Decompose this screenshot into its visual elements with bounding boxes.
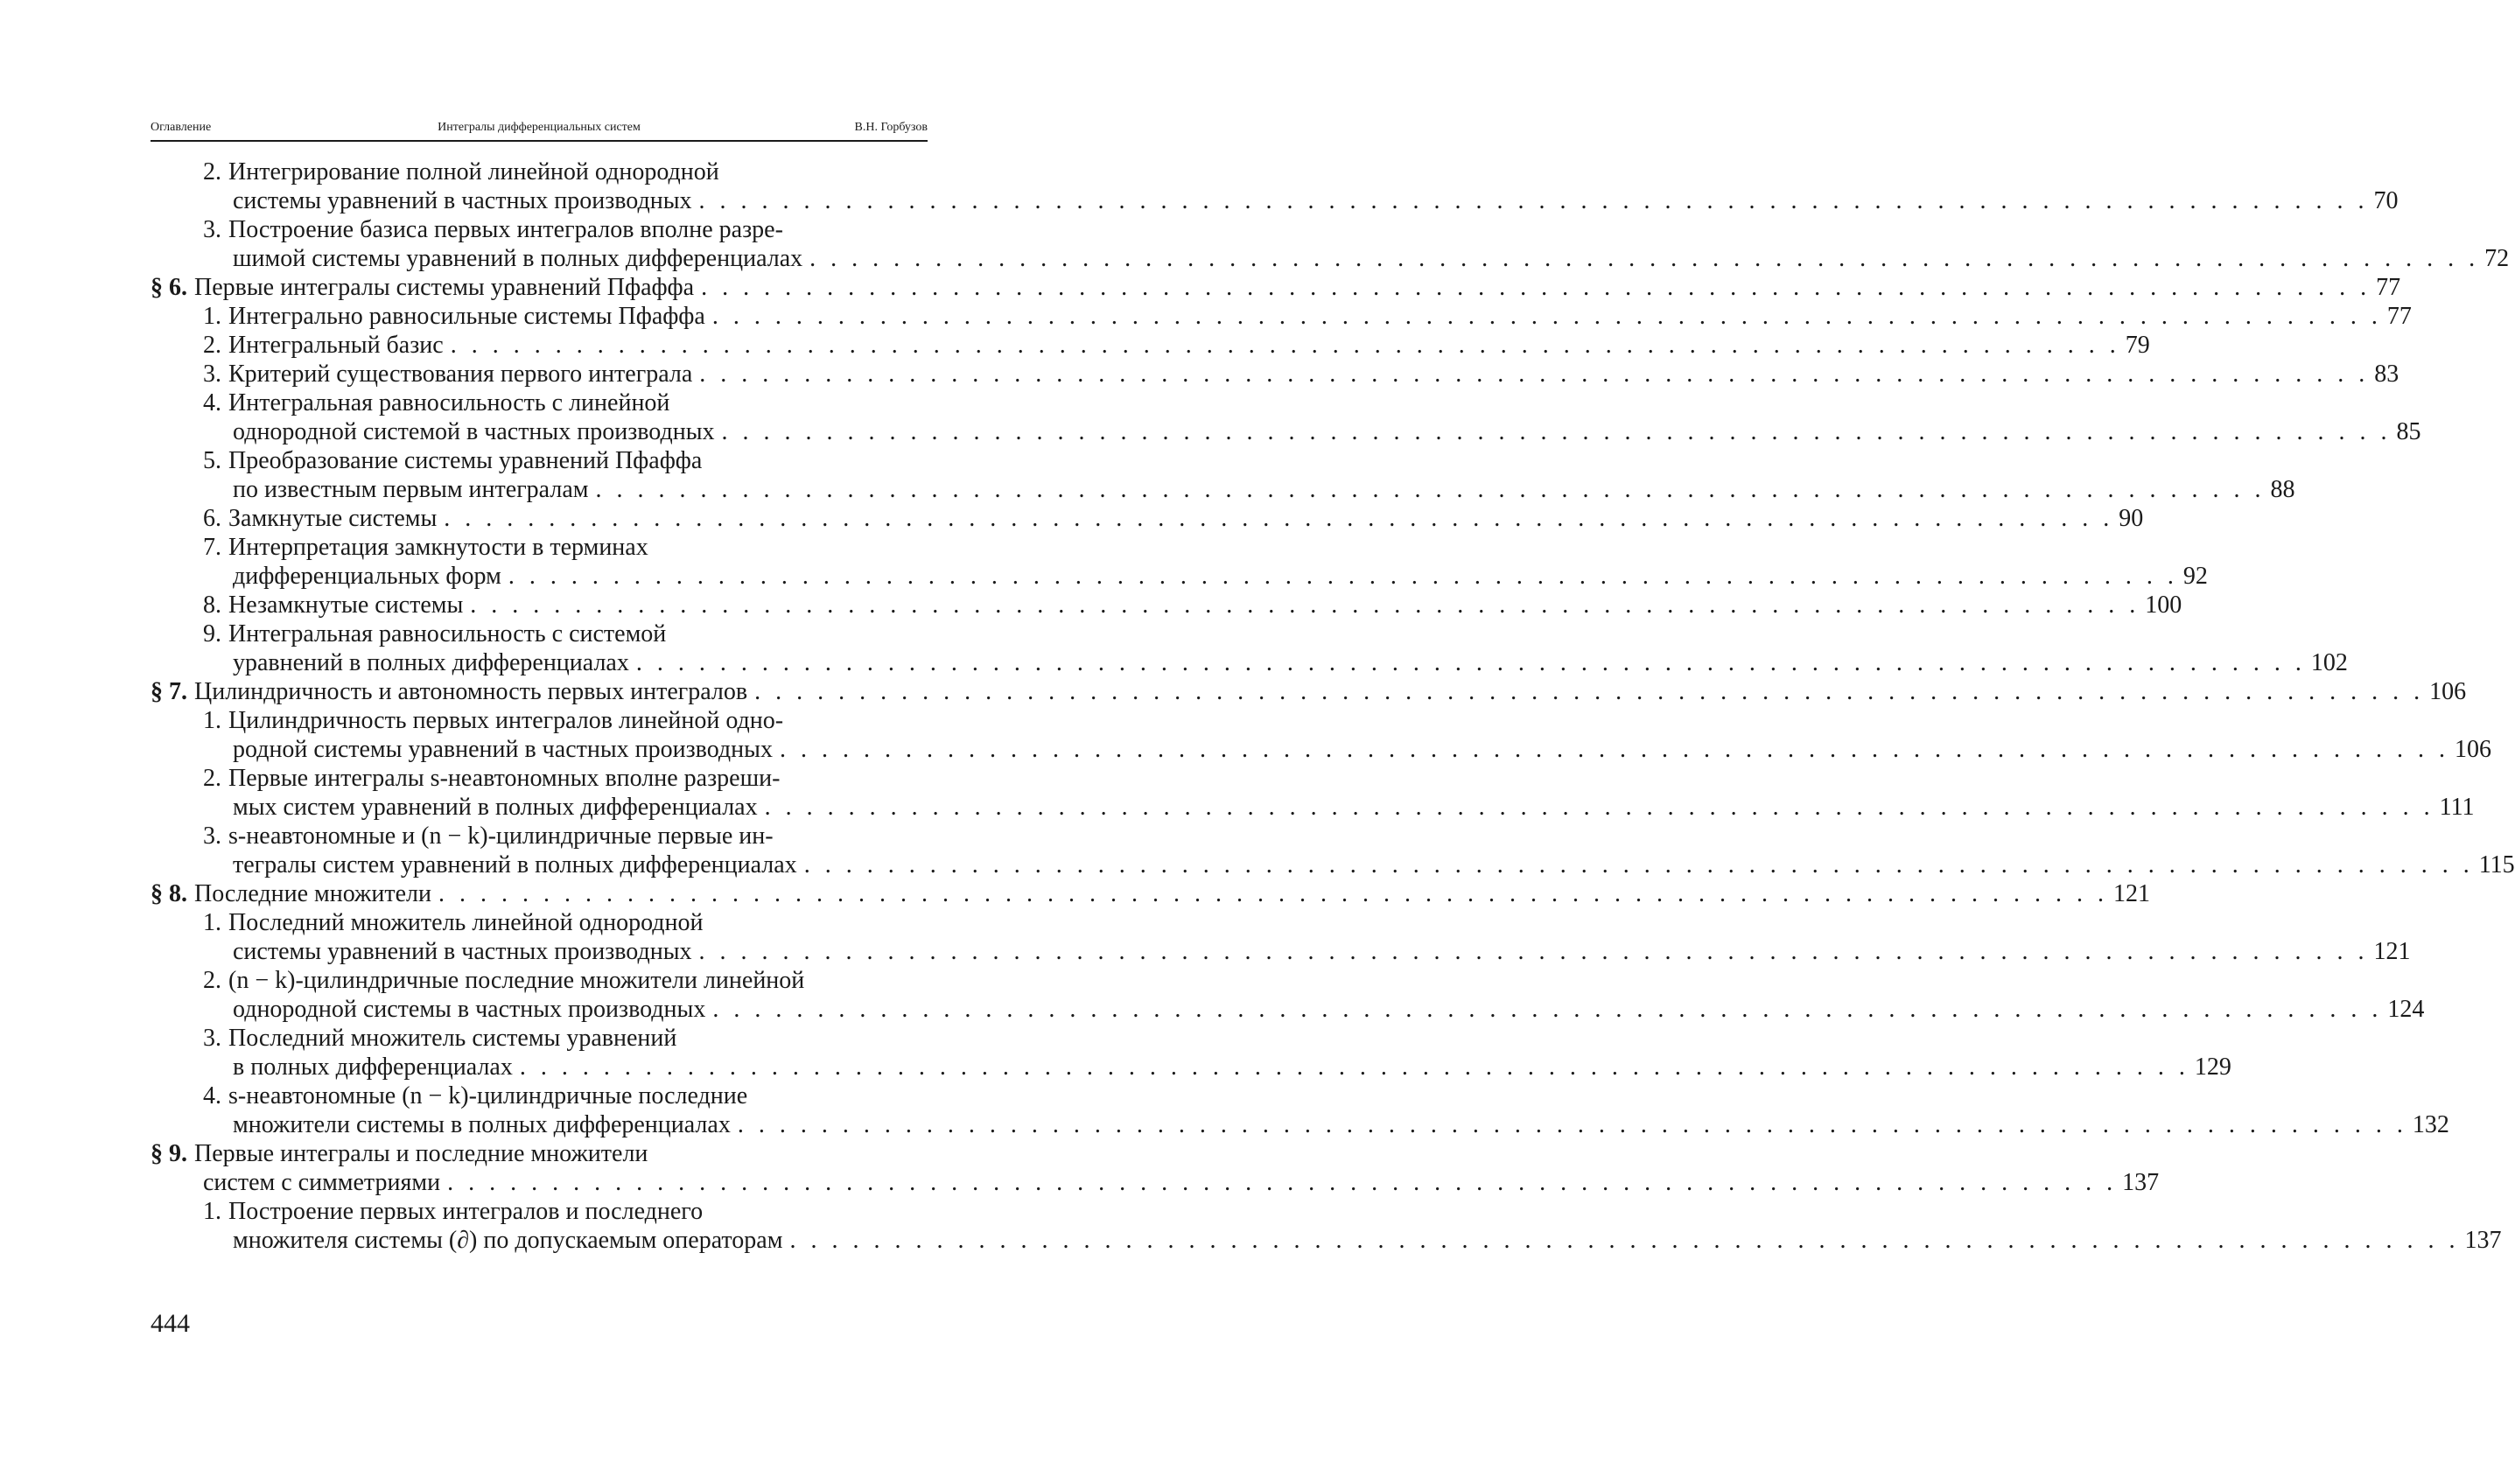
dot-leader: . . . . . . . . . . . . . . . . . . . . . . . . . . . . . . . . . . . . . . . . . . . . . . . . . . . . . . . . . . . . . . . . . . . . . . . . . . . . . . . . <box>698 187 2369 214</box>
toc-entry-line <box>151 244 2510 273</box>
toc-page-number: 100 <box>2145 592 2182 619</box>
toc-page-number: 121 <box>2112 880 2150 907</box>
toc-page-number: 121 <box>2373 938 2411 965</box>
toc-entry-number: 1. <box>203 303 221 330</box>
toc-entry-line <box>151 562 2208 591</box>
toc-entry-title: дифференциальных форм <box>233 563 501 590</box>
toc-subsection-entry[interactable] <box>151 504 2144 533</box>
dot-leader: . . . . . . . . . . . . . . . . . . . . . . . . . . . . . . . . . . . . . . . . . . . . . . . . . . . . . . . . . . . . . . . . . . . . . . . . . . . . . . . . <box>754 678 2425 705</box>
toc-entry-number: 4. <box>203 1082 221 1110</box>
toc-subsection-entry[interactable] <box>151 158 2399 215</box>
dot-leader: . . . . . . . . . . . . . . . . . . . . . . . . . . . . . . . . . . . . . . . . . . . . . . . . . . . . . . . . . . . . . . . . . . . . . . . . . . . . . . . . <box>447 1169 2118 1196</box>
toc-entry-line <box>151 793 2475 822</box>
toc-subsection-entry[interactable] <box>151 302 2412 331</box>
toc-entry-text <box>203 158 719 186</box>
toc-subsection-entry[interactable] <box>151 215 2510 273</box>
toc-entry-title: системы уравнений в частных производных <box>233 938 692 965</box>
toc-entry-title: Первые интегралы и последние множители <box>194 1140 648 1167</box>
toc-entry-text <box>233 562 501 591</box>
toc-entry-number: 2. <box>203 765 221 792</box>
toc-entry-line <box>151 822 928 850</box>
dot-leader: . . . . . . . . . . . . . . . . . . . . . . . . . . . . . . . . . . . . . . . . . . . . . . . . . . . . . . . . . . . . . . . . . . . . . . . . . . . . . . . . <box>764 794 2434 821</box>
toc-section-entry[interactable] <box>151 879 2150 908</box>
toc-subsection-entry[interactable] <box>151 446 2295 504</box>
toc-entry-title: систем с симметриями <box>203 1169 441 1196</box>
toc-entry-line <box>151 215 928 244</box>
toc-entry-title: Последний множитель линейной однородной <box>228 909 704 936</box>
dot-leader: . . . . . . . . . . . . . . . . . . . . . . . . . . . . . . . . . . . . . . . . . . . . . . . . . . . . . . . . . . . . . . . . . . . . . . . . . . . . . . . . <box>721 418 2392 445</box>
toc-entry-line <box>151 273 2401 302</box>
toc-page-number: 106 <box>2429 678 2467 705</box>
toc-entry-text <box>151 1140 648 1167</box>
toc-subsection-entry[interactable] <box>151 706 2491 764</box>
toc-page-number: 115 <box>2478 851 2515 878</box>
toc-entry-line <box>151 1168 2160 1197</box>
toc-entry-title: шимой системы уравнений в полных дифференциалах <box>233 245 803 272</box>
toc-entry-number: 8. <box>203 592 221 619</box>
toc-subsection-entry[interactable] <box>151 620 2348 677</box>
toc-subsection-entry[interactable] <box>151 388 2421 446</box>
toc-page-number: 83 <box>2374 360 2399 388</box>
toc-entry-text <box>203 765 780 792</box>
toc-entry-title: Интегральный базис <box>228 332 444 359</box>
toc-entry-line <box>151 1110 2449 1139</box>
toc-page-number: 92 <box>2182 563 2208 590</box>
toc-entry-title: Первые интегралы системы уравнений Пфаффа <box>194 274 695 301</box>
toc-entry-line <box>151 1226 2502 1255</box>
toc-subsection-entry[interactable] <box>151 360 2399 388</box>
toc-entry-line <box>151 158 928 186</box>
toc-entry-text <box>203 534 648 561</box>
toc-entry-text <box>233 417 715 446</box>
toc-entry-line <box>151 937 2411 966</box>
toc-entry-text <box>203 1082 747 1110</box>
toc-entry-title: (n − k)-цилиндричные последние множители линейной <box>228 967 805 994</box>
toc-entry-text <box>233 937 692 966</box>
toc-entry-number: 9. <box>203 620 221 648</box>
toc-entry-title: Цилиндричность первых интегралов линейной одно- <box>228 707 784 734</box>
toc-entry-title: Первые интегралы s-неавтономных вполне разреши- <box>228 765 781 792</box>
toc-entry-text <box>203 389 669 416</box>
toc-subsection-entry[interactable] <box>151 908 2411 966</box>
toc-entry-title: родной системы уравнений в частных производных <box>233 736 773 763</box>
toc-entry-text <box>233 475 588 504</box>
toc-entry-text <box>233 1053 513 1082</box>
toc-entry-line <box>151 475 2295 504</box>
toc-entry-text <box>233 648 629 677</box>
toc-entry-line <box>151 620 928 648</box>
toc-entry-title: множители системы в полных дифференциалах <box>233 1111 731 1138</box>
toc-entry-line <box>151 417 2421 446</box>
table-of-contents <box>151 158 2515 1255</box>
toc-entry-line <box>151 995 2425 1024</box>
dot-leader: . . . . . . . . . . . . . . . . . . . . . . . . . . . . . . . . . . . . . . . . . . . . . . . . . . . . . . . . . . . . . . . . . . . . . . . . . . . . . . . . <box>595 476 2266 503</box>
toc-entry-number: 7. <box>203 534 221 561</box>
toc-entry-number: § 6. <box>151 274 187 301</box>
toc-section-entry[interactable] <box>151 1139 2160 1197</box>
dot-leader: . . . . . . . . . . . . . . . . . . . . . . . . . . . . . . . . . . . . . . . . . . . . . . . . . . . . . . . . . . . . . . . . . . . . . . . . . . . . . . . . <box>809 245 2480 272</box>
header-author: В.Н. Горбузов <box>854 121 928 134</box>
dot-leader: . . . . . . . . . . . . . . . . . . . . . . . . . . . . . . . . . . . . . . . . . . . . . . . . . . . . . . . . . . . . . . . . . . . . . . . . . . . . . . . . <box>508 563 2178 590</box>
toc-entry-line <box>151 302 2412 331</box>
toc-entry-line <box>151 186 2399 215</box>
toc-subsection-entry[interactable] <box>151 331 2150 360</box>
dot-leader: . . . . . . . . . . . . . . . . . . . . . . . . . . . . . . . . . . . . . . . . . . . . . . . . . . . . . . . . . . . . . . . . . . . . . . . . . . . . . . . . <box>470 592 2140 619</box>
toc-entry-text <box>203 1198 703 1225</box>
toc-entry-text <box>151 879 431 908</box>
toc-entry-title: s-неавтономные (n − k)-цилиндричные последние <box>228 1082 748 1110</box>
dot-leader: . . . . . . . . . . . . . . . . . . . . . . . . . . . . . . . . . . . . . . . . . . . . . . . . . . . . . . . . . . . . . . . . . . . . . . . . . . . . . . . . <box>519 1054 2189 1081</box>
toc-page-number: 129 <box>2194 1054 2231 1081</box>
toc-entry-line <box>151 1197 928 1226</box>
toc-page-number: 79 <box>2125 332 2150 359</box>
toc-entry-title: Построение базиса первых интегралов вполне разре- <box>228 216 783 243</box>
toc-entry-title: по известным первым интегралам <box>233 476 589 503</box>
toc-entry-line <box>151 908 928 937</box>
toc-entry-text <box>233 793 758 822</box>
toc-entry-text <box>233 1226 782 1255</box>
dot-leader: . . . . . . . . . . . . . . . . . . . . . . . . . . . . . . . . . . . . . . . . . . . . . . . . . . . . . . . . . . . . . . . . . . . . . . . . . . . . . . . . <box>450 332 2120 359</box>
toc-entry-text <box>203 591 463 620</box>
dot-leader: . . . . . . . . . . . . . . . . . . . . . . . . . . . . . . . . . . . . . . . . . . . . . . . . . . . . . . . . . . . . . . . . . . . . . . . . . . . . . . . . <box>711 303 2382 330</box>
toc-page-number: 111 <box>2439 794 2475 821</box>
toc-entry-text <box>203 302 705 331</box>
toc-page-number: 77 <box>2386 303 2412 330</box>
toc-page-number: 106 <box>2454 736 2491 763</box>
page-number: 444 <box>151 1309 190 1338</box>
toc-entry-title: Преобразование системы уравнений Пфаффа <box>228 447 703 474</box>
toc-entry-number: § 8. <box>151 880 187 907</box>
dot-leader: . . . . . . . . . . . . . . . . . . . . . . . . . . . . . . . . . . . . . . . . . . . . . . . . . . . . . . . . . . . . . . . . . . . . . . . . . . . . . . . . <box>698 938 2369 965</box>
toc-entry-line <box>151 966 928 995</box>
toc-entry-title: Цилиндричность и автономность первых интегралов <box>194 678 748 705</box>
toc-entry-number: 4. <box>203 389 221 416</box>
toc-entry-title: системы уравнений в частных производных <box>233 187 692 214</box>
toc-entry-text <box>203 822 774 850</box>
toc-entry-text <box>203 360 692 388</box>
toc-entry-title: s-неавтономные и (n − k)-цилиндричные первые ин- <box>228 822 774 850</box>
toc-entry-line <box>151 533 928 562</box>
toc-entry-line <box>151 1053 2231 1082</box>
toc-entry-text <box>203 447 702 474</box>
dot-leader: . . . . . . . . . . . . . . . . . . . . . . . . . . . . . . . . . . . . . . . . . . . . . . . . . . . . . . . . . . . . . . . . . . . . . . . . . . . . . . . . <box>438 880 2108 907</box>
toc-entry-text <box>233 244 802 273</box>
toc-entry-text <box>203 1168 440 1197</box>
toc-entry-text <box>203 1025 676 1052</box>
toc-page-number: 77 <box>2376 274 2401 301</box>
toc-page-number: 132 <box>2412 1111 2449 1138</box>
dot-leader: . . . . . . . . . . . . . . . . . . . . . . . . . . . . . . . . . . . . . . . . . . . . . . . . . . . . . . . . . . . . . . . . . . . . . . . . . . . . . . . . <box>444 505 2114 532</box>
toc-subsection-entry[interactable] <box>151 1197 2502 1255</box>
toc-entry-title: однородной системы в частных производных <box>233 996 706 1023</box>
toc-entry-number: 5. <box>203 447 221 474</box>
toc-entry-title: Последние множители <box>194 880 431 907</box>
toc-entry-number: 6. <box>203 505 221 532</box>
toc-entry-text <box>233 735 773 764</box>
toc-entry-line <box>151 850 2515 879</box>
toc-entry-number: 3. <box>203 822 221 850</box>
toc-entry-title: Интегрирование полной линейной однородной <box>228 158 719 186</box>
toc-entry-line <box>151 735 2491 764</box>
toc-entry-line <box>151 1024 928 1053</box>
toc-entry-title: Интегральная равносильность с линейной <box>228 389 670 416</box>
toc-entry-line <box>151 504 2144 533</box>
toc-page-number: 90 <box>2119 505 2144 532</box>
toc-entry-text <box>203 216 783 243</box>
toc-entry-title: Последний множитель системы уравнений <box>228 1025 677 1052</box>
toc-entry-line <box>151 764 928 793</box>
toc-entry-text <box>233 995 705 1024</box>
toc-entry-number: § 7. <box>151 678 187 705</box>
toc-entry-title: Незамкнутые системы <box>228 592 464 619</box>
toc-entry-number: 3. <box>203 1025 221 1052</box>
dot-leader: . . . . . . . . . . . . . . . . . . . . . . . . . . . . . . . . . . . . . . . . . . . . . . . . . . . . . . . . . . . . . . . . . . . . . . . . . . . . . . . . <box>712 996 2383 1023</box>
toc-entry-text <box>203 620 666 648</box>
toc-subsection-entry[interactable] <box>151 822 2515 879</box>
toc-entry-text <box>233 1110 731 1139</box>
toc-entry-number: 1. <box>203 1198 221 1225</box>
toc-entry-line <box>151 648 2348 677</box>
toc-page-number: 124 <box>2387 996 2425 1023</box>
toc-subsection-entry[interactable] <box>151 591 2182 620</box>
toc-entry-number: 2. <box>203 158 221 186</box>
toc-entry-text <box>203 504 437 533</box>
toc-entry-title: множителя системы (∂) по допускаемым операторам <box>233 1227 783 1254</box>
dot-leader: . . . . . . . . . . . . . . . . . . . . . . . . . . . . . . . . . . . . . . . . . . . . . . . . . . . . . . . . . . . . . . . . . . . . . . . . . . . . . . . . <box>789 1227 2460 1254</box>
dot-leader: . . . . . . . . . . . . . . . . . . . . . . . . . . . . . . . . . . . . . . . . . . . . . . . . . . . . . . . . . . . . . . . . . . . . . . . . . . . . . . . . <box>803 851 2474 878</box>
toc-entry-text <box>151 677 747 706</box>
toc-entry-number: 2. <box>203 332 221 359</box>
toc-page-number: 70 <box>2373 187 2399 214</box>
toc-entry-title: Интерпретация замкнутости в терминах <box>228 534 648 561</box>
toc-entry-line <box>151 331 2150 360</box>
toc-entry-title: Построение первых интегралов и последнего <box>228 1198 704 1225</box>
toc-subsection-entry[interactable] <box>151 1024 2231 1082</box>
dot-leader: . . . . . . . . . . . . . . . . . . . . . . . . . . . . . . . . . . . . . . . . . . . . . . . . . . . . . . . . . . . . . . . . . . . . . . . . . . . . . . . . <box>701 274 2371 301</box>
header-book-title: Интегралы дифференциальных систем <box>438 121 641 134</box>
dot-leader: . . . . . . . . . . . . . . . . . . . . . . . . . . . . . . . . . . . . . . . . . . . . . . . . . . . . . . . . . . . . . . . . . . . . . . . . . . . . . . . . <box>699 360 2370 388</box>
dot-leader: . . . . . . . . . . . . . . . . . . . . . . . . . . . . . . . . . . . . . . . . . . . . . . . . . . . . . . . . . . . . . . . . . . . . . . . . . . . . . . . . <box>779 736 2449 763</box>
toc-entry-line <box>151 388 928 417</box>
toc-entry-text <box>151 273 694 302</box>
toc-entry-line <box>151 1082 928 1110</box>
toc-entry-line <box>151 360 2399 388</box>
toc-entry-number: 3. <box>203 216 221 243</box>
toc-entry-number: § 9. <box>151 1140 187 1167</box>
toc-page-number: 102 <box>2310 649 2348 676</box>
toc-section-entry[interactable] <box>151 677 2467 706</box>
toc-page-number: 137 <box>2464 1227 2502 1254</box>
toc-entry-line <box>151 1139 928 1168</box>
toc-entry-title: Замкнутые системы <box>228 505 438 532</box>
toc-entry-title: Интегральная равносильность с системой <box>228 620 667 648</box>
toc-entry-text <box>233 850 797 879</box>
toc-page-number: 88 <box>2270 476 2295 503</box>
header-section-title: Оглавление <box>151 121 212 134</box>
toc-page-number: 137 <box>2122 1169 2160 1196</box>
toc-entry-number: 1. <box>203 909 221 936</box>
dot-leader: . . . . . . . . . . . . . . . . . . . . . . . . . . . . . . . . . . . . . . . . . . . . . . . . . . . . . . . . . . . . . . . . . . . . . . . . . . . . . . . . <box>737 1111 2407 1138</box>
toc-page-number: 72 <box>2484 245 2510 272</box>
toc-section-entry[interactable] <box>151 273 2401 302</box>
toc-entry-title: однородной системой в частных производных <box>233 418 715 445</box>
dot-leader: . . . . . . . . . . . . . . . . . . . . . . . . . . . . . . . . . . . . . . . . . . . . . . . . . . . . . . . . . . . . . . . . . . . . . . . . . . . . . . . . <box>635 649 2306 676</box>
toc-entry-text <box>203 909 703 936</box>
toc-entry-number: 2. <box>203 967 221 994</box>
toc-entry-text <box>203 707 783 734</box>
toc-subsection-entry[interactable] <box>151 966 2425 1024</box>
toc-entry-line <box>151 677 2467 706</box>
toc-page-number: 85 <box>2396 418 2421 445</box>
running-header <box>151 117 928 142</box>
toc-subsection-entry[interactable] <box>151 764 2475 822</box>
toc-entry-text <box>203 331 444 360</box>
toc-subsection-entry[interactable] <box>151 1082 2449 1139</box>
toc-entry-line <box>151 879 2150 908</box>
toc-entry-title: Критерий существования первого интеграла <box>228 360 693 388</box>
toc-entry-text <box>233 186 692 215</box>
toc-subsection-entry[interactable] <box>151 533 2208 591</box>
toc-entry-number: 1. <box>203 707 221 734</box>
toc-entry-line <box>151 591 2182 620</box>
toc-entry-number: 3. <box>203 360 221 388</box>
toc-entry-line <box>151 706 928 735</box>
toc-entry-line <box>151 446 928 475</box>
toc-entry-text <box>203 967 804 994</box>
toc-entry-title: Интегрально равносильные системы Пфаффа <box>228 303 705 330</box>
toc-entry-title: тегралы систем уравнений в полных дифференциалах <box>233 851 797 878</box>
toc-entry-title: уравнений в полных дифференциалах <box>233 649 629 676</box>
toc-entry-title: мых систем уравнений в полных дифференциалах <box>233 794 758 821</box>
toc-entry-title: в полных дифференциалах <box>233 1054 513 1081</box>
